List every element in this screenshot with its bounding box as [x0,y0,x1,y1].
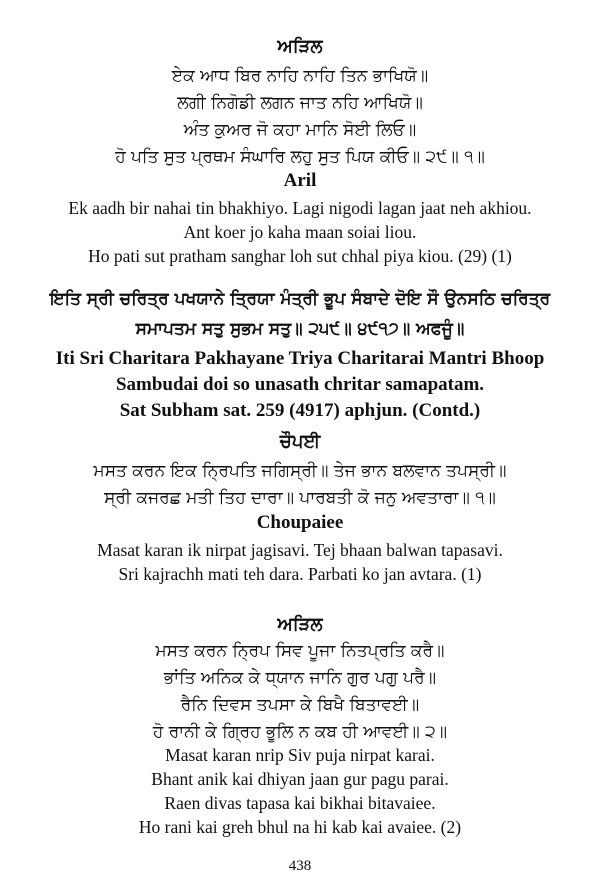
verse-line: ਮਸਤ ਕਰਨ ਇਕ ਨ੍ਰਿਪਤਿ ਜਗਿਸ੍ਰੀ॥ ਤੇਜ ਭਾਨ ਬਲਵਾਨ ਤਪਸ੍ਰੀ॥ [93,461,507,481]
section1-heading-roman: Aril [283,170,317,191]
verse-line: Ho pati sut pratham sanghar loh sut chhal piya kiou. (29) (1) [88,246,512,266]
verse-line: Ant koer jo kaha maan soiai liou. [183,222,417,242]
verse-line: ਭਾਂਤਿ ਅਨਿਕ ਕੇ ਧ੍ਯਾਨ ਜਾਨਿ ਗੁਰ ਪਗੁ ਪਰੈ॥ [163,668,437,688]
verse-line: ਮਸਤ ਕਰਨ ਨ੍ਰਿਪ ਸਿਵ ਪੂਜਾ ਨਿਤਪ੍ਰਤਿ ਕਰੈ॥ [155,641,445,661]
colophon-line: Sat Subham sat. 259 (4917) aphjun. (Contd.) [119,400,481,421]
verse-line: Sri kajrachh mati teh dara. Parbati ko jan avtara. (1) [118,564,482,584]
colophon-line: Iti Sri Charitara Pakhayane Triya Charitarai Mantri Bhoop [55,348,545,369]
colophon-line: ਇਤਿ ਸ੍ਰੀ ਚਰਿਤ੍ਰ ਪਖਯਾਨੇ ਤ੍ਰਿਯਾ ਮੰਤ੍ਰੀ ਭੂਪ ਸੰਬਾਦੇ ਦੋਇ ਸੌ ਉਨਸਠਿ ਚਰਿਤ੍ਰ [49,289,551,309]
verse-line: Raen divas tapasa kai bikhai bitavaiee. [164,793,436,813]
page-number: 438 [288,858,312,874]
verse-line: Bhant anik kai dhiyan jaan gur pagu parai. [151,769,449,789]
verse-line: Ho rani kai greh bhul na hi kab kai avaiee. (2) [138,817,462,837]
section2-roman-verse [0,538,600,586]
section2-heading-gurmukhi: ਚੌਪਈ [279,431,321,452]
verse-line: ਅੰਤ ਕੁਅਰ ਜੋ ਕਹਾ ਮਾਨਿ ਸੋਈ ਲਿਓ॥ [183,120,417,140]
section2-heading-roman: Choupaiee [256,512,344,533]
verse-line: ਹੋ ਰਾਨੀ ਕੇ ਗ੍ਰਿਹ ਭੂਲਿ ਨ ਕਬ ਹੀ ਆਵਈ॥ ੨॥ [152,722,448,742]
verse-line: Ek aadh bir nahai tin bhakhiyo. Lagi nigodi lagan jaat neh akhiou. [68,198,532,218]
verse-line: ਰੈਨਿ ਦਿਵਸ ਤਪਸਾ ਕੇ ਬਿਖੈ ਬਿਤਾਵਈ॥ [180,695,420,715]
section1-heading-gurmukhi: ਅੜਿਲ [277,36,323,57]
verse-line: ਲਗੀ ਨਿਗੋਡੀ ਲਗਨ ਜਾਤ ਨਹਿ ਆਖਿਯੋ॥ [177,93,423,113]
section1-gurmukhi-verse [0,63,600,171]
verse-line: Masat karan ik nirpat jagisavi. Tej bhaan balwan tapasavi. [97,540,503,560]
verse-line: ਸ੍ਰੀ ਕਜਰਛ ਮਤੀ ਤਿਹ ਦਾਰਾ॥ ਪਾਰਬਤੀ ਕੋ ਜਨੁ ਅਵਤਾਰਾ॥ ੧॥ [104,488,496,508]
section2-gurmukhi-verse [0,458,600,512]
section3-roman-verse [0,743,600,839]
verse-line: ਏਕ ਆਧ ਬਿਰ ਨਾਹਿ ਨਾਹਿ ਤਿਨ ਭਾਖਿਯੋ॥ [171,66,429,86]
section3-heading-gurmukhi: ਅੜਿਲ [277,614,323,635]
verse-line: ਹੋ ਪਤਿ ਸੁਤ ਪ੍ਰਥਮ ਸੰਘਾਰਿ ਲਹੁ ਸੁਤ ਪਿਯ ਕੀਓ॥ ੨੯॥ ੧॥ [115,147,485,167]
colophon-roman [0,346,600,424]
section1-roman-verse [0,196,600,268]
section3-gurmukhi-verse [0,638,600,746]
colophon-gurmukhi [0,284,600,344]
colophon-line: ਸਮਾਪਤਮ ਸਤੁ ਸੁਭਮ ਸਤੁ॥ ੨੫੯॥ ੪੯੧੭॥ ਅਫਜੂੰ॥ [135,319,465,339]
colophon-line: Sambudai doi so unasath chritar samapatam. [115,374,485,395]
verse-line: Masat karan nrip Siv puja nirpat karai. [165,745,435,765]
